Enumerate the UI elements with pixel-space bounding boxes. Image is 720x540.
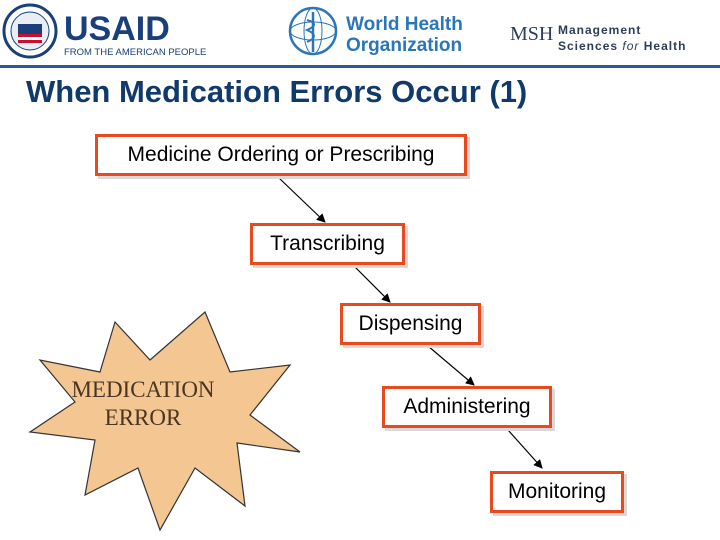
who-name-line1: World Health <box>346 14 463 35</box>
step-dispensing: Dispensing <box>340 303 481 345</box>
usaid-wordmark: USAID <box>64 10 170 48</box>
who-name-line2: Organization <box>346 35 463 56</box>
medication-error-label <box>64 376 222 432</box>
msh-name-line1: Management <box>558 23 642 37</box>
step-administering: Administering <box>382 386 552 428</box>
arrow-prescribing-to-transcribing <box>279 178 325 222</box>
msh-mark: MSH <box>510 23 554 45</box>
msh-name-line2: Sciences for Health <box>558 39 687 53</box>
usaid-tagline: FROM THE AMERICAN PEOPLE <box>64 47 207 58</box>
slide-title: When Medication Errors Occur (1) <box>26 74 528 109</box>
arrow-administering-to-monitoring <box>508 430 542 468</box>
step-monitoring: Monitoring <box>490 471 624 513</box>
step-transcribing: Transcribing <box>250 223 405 265</box>
step-prescribing: Medicine Ordering or Prescribing <box>95 134 467 176</box>
arrow-transcribing-to-dispensing <box>355 267 390 302</box>
medication-error-line2: ERROR <box>104 405 182 430</box>
medication-error-line1: MEDICATION <box>71 377 215 402</box>
arrow-dispensing-to-administering <box>428 346 474 385</box>
